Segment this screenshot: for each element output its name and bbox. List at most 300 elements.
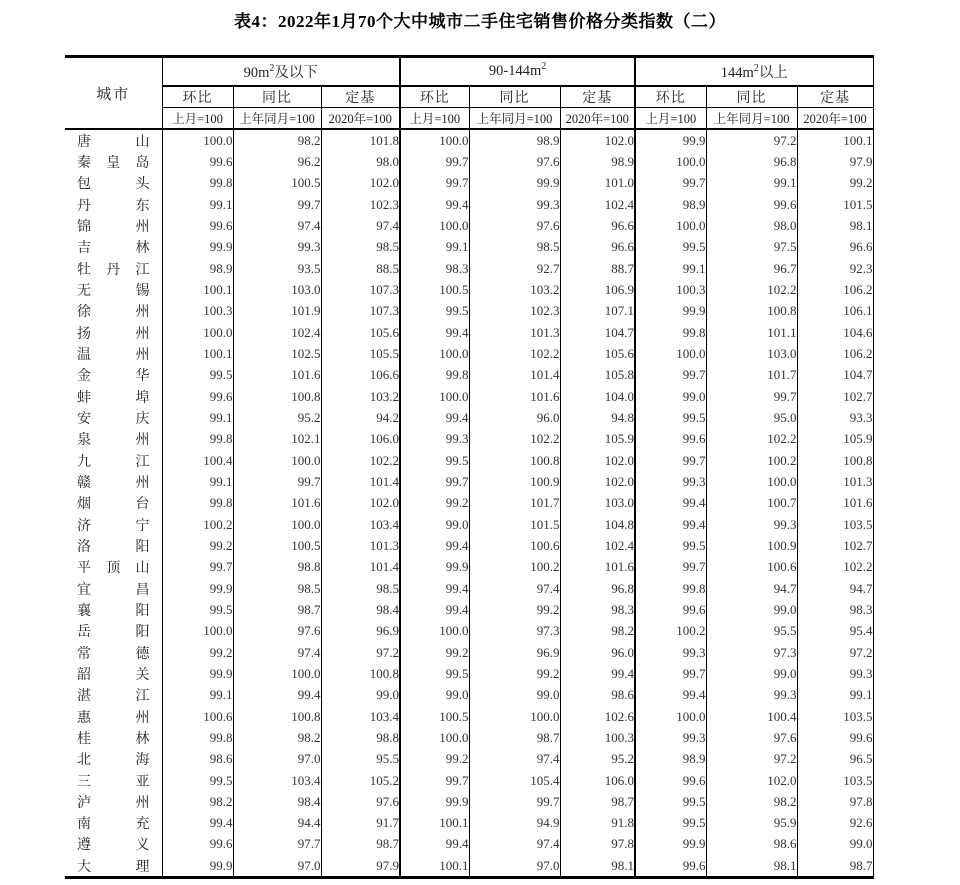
value-cell: 100.4 (162, 450, 233, 471)
value-cell: 99.4 (635, 514, 706, 535)
table-row (65, 471, 873, 492)
value-cell: 99.5 (162, 770, 233, 791)
value-cell: 98.7 (797, 855, 873, 878)
value-cell: 97.4 (233, 215, 321, 236)
value-cell: 96.8 (706, 151, 797, 172)
value-cell: 99.7 (162, 557, 233, 578)
value-cell: 98.2 (233, 129, 321, 151)
value-cell: 99.7 (635, 365, 706, 386)
value-cell: 102.2 (469, 343, 560, 364)
value-cell: 100.9 (469, 471, 560, 492)
value-cell: 97.2 (706, 129, 797, 151)
value-cell: 92.7 (469, 258, 560, 279)
city-cell: 扬州 (65, 322, 162, 343)
value-cell: 105.5 (321, 343, 400, 364)
value-cell: 100.0 (400, 215, 469, 236)
value-cell: 101.7 (469, 493, 560, 514)
value-cell: 100.9 (706, 535, 797, 556)
value-cell: 99.2 (162, 642, 233, 663)
value-cell: 100.4 (706, 706, 797, 727)
page-title: 表4：2022年1月70个大中城市二手住宅销售价格分类指数（二） (234, 12, 726, 31)
value-cell: 98.7 (321, 834, 400, 855)
value-cell: 99.3 (635, 471, 706, 492)
value-cell: 101.9 (233, 301, 321, 322)
value-cell: 107.1 (560, 301, 635, 322)
value-cell: 103.0 (560, 493, 635, 514)
value-cell: 100.0 (233, 514, 321, 535)
value-cell: 97.7 (233, 834, 321, 855)
value-cell: 98.1 (797, 215, 873, 236)
value-cell: 105.9 (560, 429, 635, 450)
value-cell: 100.0 (635, 706, 706, 727)
value-cell: 102.3 (469, 301, 560, 322)
value-cell: 101.1 (706, 322, 797, 343)
value-cell: 99.6 (706, 194, 797, 215)
city-cell: 洛阳 (65, 535, 162, 556)
table-row (65, 706, 873, 727)
value-cell: 103.4 (321, 706, 400, 727)
value-cell: 99.1 (162, 407, 233, 428)
value-cell: 99.3 (797, 663, 873, 684)
city-cell: 襄阳 (65, 599, 162, 620)
value-cell: 98.6 (706, 834, 797, 855)
value-cell: 101.5 (469, 514, 560, 535)
value-cell: 103.5 (797, 770, 873, 791)
value-cell: 92.3 (797, 258, 873, 279)
value-cell: 99.7 (400, 770, 469, 791)
value-cell: 99.9 (635, 301, 706, 322)
value-cell: 99.4 (400, 322, 469, 343)
value-cell: 99.5 (635, 813, 706, 834)
value-cell: 98.3 (797, 599, 873, 620)
base-header-2020: 2020年=100 (797, 108, 873, 130)
value-cell: 99.4 (635, 493, 706, 514)
group-label-suffix: 及以下 (274, 65, 318, 81)
value-cell: 99.0 (706, 599, 797, 620)
value-cell: 95.5 (706, 621, 797, 642)
value-cell: 100.0 (162, 129, 233, 151)
table-row (65, 429, 873, 450)
city-cell: 秦皇岛 (65, 151, 162, 172)
value-cell: 99.7 (469, 791, 560, 812)
value-cell: 100.0 (400, 386, 469, 407)
value-cell: 99.7 (400, 151, 469, 172)
value-cell: 101.3 (321, 535, 400, 556)
value-cell: 93.5 (233, 258, 321, 279)
value-cell: 102.2 (706, 429, 797, 450)
value-cell: 98.9 (162, 258, 233, 279)
city-cell: 惠州 (65, 706, 162, 727)
table-body (65, 129, 873, 878)
value-cell: 106.2 (797, 279, 873, 300)
value-cell: 106.0 (560, 770, 635, 791)
value-cell: 96.6 (560, 237, 635, 258)
table-row (65, 727, 873, 748)
value-cell: 94.7 (797, 578, 873, 599)
value-cell: 99.2 (400, 642, 469, 663)
value-cell: 99.3 (400, 429, 469, 450)
value-cell: 104.8 (560, 514, 635, 535)
table-row (65, 173, 873, 194)
value-cell: 101.6 (469, 386, 560, 407)
value-cell: 105.9 (797, 429, 873, 450)
value-cell: 99.6 (162, 834, 233, 855)
value-cell: 99.2 (400, 749, 469, 770)
value-cell: 99.6 (162, 386, 233, 407)
value-cell: 102.0 (321, 493, 400, 514)
table-row (65, 813, 873, 834)
group-header-90-and-below (162, 57, 400, 87)
table-row (65, 855, 873, 878)
value-cell: 99.1 (162, 194, 233, 215)
group-label-prefix: 144m (720, 65, 754, 81)
group-header-row (65, 57, 873, 87)
value-cell: 99.7 (635, 557, 706, 578)
table-row (65, 557, 873, 578)
city-cell: 包头 (65, 173, 162, 194)
value-cell: 99.5 (162, 599, 233, 620)
value-cell: 99.8 (162, 727, 233, 748)
value-cell: 101.3 (797, 471, 873, 492)
value-cell: 103.0 (706, 343, 797, 364)
value-cell: 101.8 (321, 129, 400, 151)
value-cell: 99.9 (162, 237, 233, 258)
value-cell: 98.2 (706, 791, 797, 812)
value-cell: 99.9 (469, 173, 560, 194)
value-cell: 105.4 (469, 770, 560, 791)
base-header-prev-month: 上月=100 (635, 108, 706, 130)
value-cell: 99.3 (706, 685, 797, 706)
city-cell: 牡丹江 (65, 258, 162, 279)
base-header-2020: 2020年=100 (560, 108, 635, 130)
table-row (65, 535, 873, 556)
value-cell: 103.4 (321, 514, 400, 535)
value-cell: 100.0 (233, 663, 321, 684)
value-cell: 99.6 (162, 215, 233, 236)
value-cell: 102.2 (706, 279, 797, 300)
base-header-same-month-last-year: 上年同月=100 (233, 108, 321, 130)
value-cell: 102.0 (560, 129, 635, 151)
value-cell: 100.0 (400, 727, 469, 748)
value-cell: 98.4 (321, 599, 400, 620)
value-cell: 96.6 (797, 237, 873, 258)
value-cell: 103.5 (797, 514, 873, 535)
value-cell: 97.4 (469, 749, 560, 770)
value-cell: 99.6 (635, 770, 706, 791)
value-cell: 97.4 (469, 834, 560, 855)
value-cell: 106.0 (321, 429, 400, 450)
value-cell: 102.2 (469, 429, 560, 450)
value-cell: 100.8 (797, 450, 873, 471)
city-cell: 遵义 (65, 834, 162, 855)
value-cell: 96.5 (797, 749, 873, 770)
value-cell: 92.6 (797, 813, 873, 834)
value-cell: 96.2 (233, 151, 321, 172)
value-cell: 93.3 (797, 407, 873, 428)
city-cell: 泸州 (65, 791, 162, 812)
value-cell: 98.7 (233, 599, 321, 620)
table-row (65, 407, 873, 428)
value-cell: 99.7 (233, 471, 321, 492)
value-cell: 100.0 (635, 343, 706, 364)
value-cell: 106.1 (797, 301, 873, 322)
table-row (65, 642, 873, 663)
value-cell: 99.0 (400, 685, 469, 706)
city-cell: 常德 (65, 642, 162, 663)
value-cell: 100.8 (233, 386, 321, 407)
value-cell: 99.0 (400, 514, 469, 535)
table-row (65, 749, 873, 770)
value-cell: 104.7 (797, 365, 873, 386)
value-cell: 99.8 (400, 365, 469, 386)
value-cell: 99.4 (560, 663, 635, 684)
value-cell: 102.0 (321, 173, 400, 194)
city-cell: 北海 (65, 749, 162, 770)
value-cell: 104.6 (797, 322, 873, 343)
city-cell: 桂林 (65, 727, 162, 748)
city-cell: 赣州 (65, 471, 162, 492)
value-cell: 99.4 (635, 685, 706, 706)
city-cell: 蚌埠 (65, 386, 162, 407)
value-cell: 98.7 (560, 791, 635, 812)
value-cell: 98.9 (469, 129, 560, 151)
value-cell: 100.1 (400, 813, 469, 834)
value-cell: 99.1 (706, 173, 797, 194)
value-cell: 98.2 (233, 727, 321, 748)
value-cell: 99.9 (635, 129, 706, 151)
table-row (65, 834, 873, 855)
value-cell: 99.4 (400, 578, 469, 599)
city-cell: 宜昌 (65, 578, 162, 599)
value-cell: 98.9 (560, 151, 635, 172)
table-row (65, 258, 873, 279)
table-row (65, 514, 873, 535)
value-cell: 100.8 (469, 450, 560, 471)
value-cell: 100.7 (706, 493, 797, 514)
value-cell: 96.0 (469, 407, 560, 428)
value-cell: 99.7 (400, 173, 469, 194)
value-cell: 99.9 (162, 663, 233, 684)
value-cell: 99.5 (635, 791, 706, 812)
value-cell: 103.4 (233, 770, 321, 791)
value-cell: 98.0 (321, 151, 400, 172)
sub-header-yoy: 同比 (233, 86, 321, 108)
value-cell: 99.5 (400, 663, 469, 684)
value-cell: 98.6 (560, 685, 635, 706)
table-row (65, 151, 873, 172)
value-cell: 99.3 (469, 194, 560, 215)
value-cell: 102.2 (797, 557, 873, 578)
table-row (65, 770, 873, 791)
value-cell: 97.2 (797, 642, 873, 663)
value-cell: 99.4 (162, 813, 233, 834)
table-row (65, 450, 873, 471)
value-cell: 99.5 (635, 237, 706, 258)
value-cell: 88.5 (321, 258, 400, 279)
value-cell: 100.0 (400, 343, 469, 364)
base-header-row (65, 108, 873, 130)
city-cell: 泉州 (65, 429, 162, 450)
value-cell: 103.2 (469, 279, 560, 300)
table-row (65, 322, 873, 343)
value-cell: 105.6 (321, 322, 400, 343)
base-header-same-month-last-year: 上年同月=100 (706, 108, 797, 130)
value-cell: 102.5 (233, 343, 321, 364)
value-cell: 100.0 (400, 129, 469, 151)
value-cell: 100.0 (635, 215, 706, 236)
sub-header-fixed-base: 定基 (321, 86, 400, 108)
value-cell: 99.0 (635, 386, 706, 407)
value-cell: 101.6 (797, 493, 873, 514)
value-cell: 99.6 (635, 855, 706, 878)
value-cell: 99.9 (400, 557, 469, 578)
value-cell: 98.2 (162, 791, 233, 812)
value-cell: 98.9 (635, 749, 706, 770)
value-cell: 96.6 (560, 215, 635, 236)
value-cell: 95.5 (321, 749, 400, 770)
value-cell: 102.2 (321, 450, 400, 471)
group-label-sup: 2 (753, 63, 759, 75)
value-cell: 99.5 (400, 450, 469, 471)
value-cell: 99.9 (400, 791, 469, 812)
group-header-90-144 (400, 57, 635, 87)
value-cell: 100.2 (469, 557, 560, 578)
table-row (65, 599, 873, 620)
table-row (65, 237, 873, 258)
value-cell: 97.6 (233, 621, 321, 642)
value-cell: 103.5 (797, 706, 873, 727)
value-cell: 95.2 (560, 749, 635, 770)
value-cell: 101.3 (469, 322, 560, 343)
value-cell: 100.5 (400, 279, 469, 300)
value-cell: 88.7 (560, 258, 635, 279)
value-cell: 99.9 (162, 578, 233, 599)
value-cell: 101.7 (706, 365, 797, 386)
base-header-prev-month: 上月=100 (400, 108, 469, 130)
base-header-prev-month: 上月=100 (162, 108, 233, 130)
value-cell: 99.2 (162, 535, 233, 556)
value-cell: 98.8 (321, 727, 400, 748)
city-cell: 平顶山 (65, 557, 162, 578)
value-cell: 100.6 (162, 706, 233, 727)
value-cell: 100.5 (233, 535, 321, 556)
value-cell: 97.0 (233, 855, 321, 878)
value-cell: 96.0 (560, 642, 635, 663)
city-cell: 九江 (65, 450, 162, 471)
table-header (65, 57, 873, 130)
value-cell: 99.0 (797, 834, 873, 855)
value-cell: 100.0 (706, 471, 797, 492)
value-cell: 99.3 (706, 514, 797, 535)
value-cell: 99.7 (706, 386, 797, 407)
value-cell: 97.4 (233, 642, 321, 663)
city-cell: 烟台 (65, 493, 162, 514)
table-row (65, 663, 873, 684)
value-cell: 100.3 (162, 301, 233, 322)
value-cell: 99.8 (162, 429, 233, 450)
table-row (65, 386, 873, 407)
value-cell: 98.5 (321, 578, 400, 599)
city-cell: 温州 (65, 343, 162, 364)
table-row (65, 685, 873, 706)
table-row (65, 279, 873, 300)
value-cell: 102.4 (560, 194, 635, 215)
value-cell: 99.4 (400, 194, 469, 215)
value-cell: 98.4 (233, 791, 321, 812)
value-cell: 99.5 (635, 407, 706, 428)
value-cell: 103.2 (321, 386, 400, 407)
city-cell: 吉林 (65, 237, 162, 258)
value-cell: 97.6 (469, 215, 560, 236)
value-cell: 105.8 (560, 365, 635, 386)
value-cell: 100.2 (162, 514, 233, 535)
value-cell: 100.0 (162, 322, 233, 343)
value-cell: 102.4 (560, 535, 635, 556)
value-cell: 98.3 (400, 258, 469, 279)
value-cell: 107.3 (321, 279, 400, 300)
value-cell: 100.1 (400, 855, 469, 878)
value-cell: 98.1 (706, 855, 797, 878)
value-cell: 95.9 (706, 813, 797, 834)
value-cell: 99.6 (797, 727, 873, 748)
value-cell: 97.4 (469, 578, 560, 599)
value-cell: 98.3 (560, 599, 635, 620)
value-cell: 97.6 (321, 791, 400, 812)
value-cell: 97.6 (469, 151, 560, 172)
value-cell: 98.8 (233, 557, 321, 578)
value-cell: 100.8 (233, 706, 321, 727)
table-row (65, 343, 873, 364)
city-cell: 锦州 (65, 215, 162, 236)
city-cell: 湛江 (65, 685, 162, 706)
value-cell: 99.7 (635, 173, 706, 194)
value-cell: 100.1 (797, 129, 873, 151)
value-cell: 96.7 (706, 258, 797, 279)
table-row (65, 215, 873, 236)
value-cell: 102.0 (706, 770, 797, 791)
value-cell: 99.4 (400, 834, 469, 855)
value-cell: 98.5 (321, 237, 400, 258)
value-cell: 99.1 (400, 237, 469, 258)
city-cell: 济宁 (65, 514, 162, 535)
value-cell: 99.8 (635, 578, 706, 599)
value-cell: 101.6 (233, 493, 321, 514)
value-cell: 100.3 (635, 279, 706, 300)
value-cell: 99.5 (400, 301, 469, 322)
table-row (65, 578, 873, 599)
value-cell: 91.8 (560, 813, 635, 834)
value-cell: 98.6 (162, 749, 233, 770)
value-cell: 100.0 (233, 450, 321, 471)
value-cell: 99.7 (400, 471, 469, 492)
group-label-prefix: 90-144m (488, 63, 542, 79)
value-cell: 100.5 (233, 173, 321, 194)
value-cell: 105.2 (321, 770, 400, 791)
price-index-table (65, 55, 874, 879)
table-row (65, 365, 873, 386)
value-cell: 99.6 (635, 599, 706, 620)
city-cell: 徐州 (65, 301, 162, 322)
value-cell: 98.5 (469, 237, 560, 258)
value-cell: 99.2 (469, 663, 560, 684)
value-cell: 102.1 (233, 429, 321, 450)
value-cell: 101.4 (321, 557, 400, 578)
value-cell: 97.9 (797, 151, 873, 172)
value-cell: 99.2 (400, 493, 469, 514)
value-cell: 102.4 (233, 322, 321, 343)
group-label-prefix: 90m (243, 65, 270, 81)
value-cell: 104.7 (560, 322, 635, 343)
